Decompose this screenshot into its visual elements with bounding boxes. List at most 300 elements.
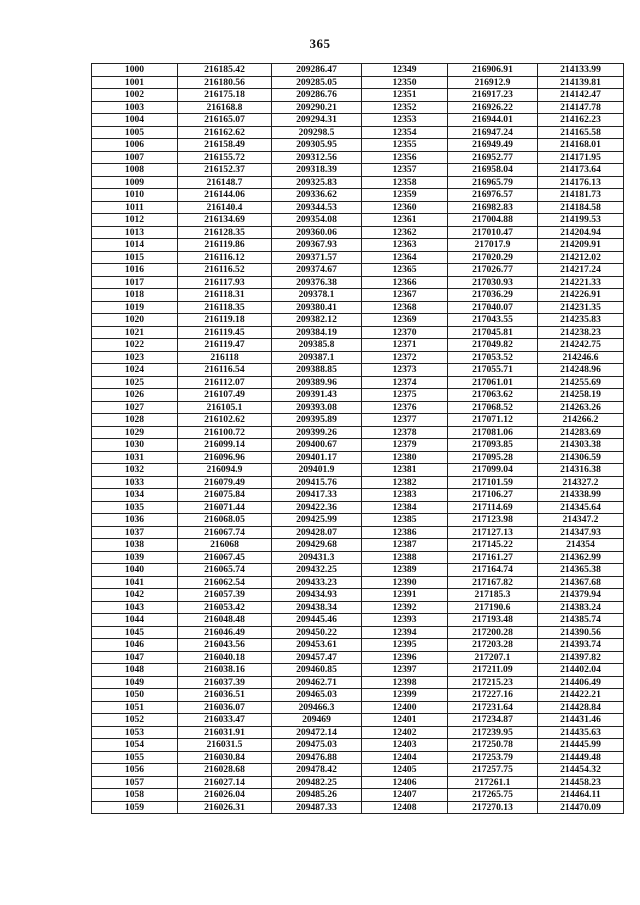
x-coordinate-left-cell: 216026.31 [178,801,272,814]
y-coordinate-right-cell: 214393.74 [538,639,624,652]
y-coordinate-left-cell: 209305.95 [272,139,362,152]
x-coordinate-right-cell: 217068.52 [448,401,538,414]
y-coordinate-left-cell: 209487.33 [272,801,362,814]
x-coordinate-right-cell: 217207.1 [448,651,538,664]
x-coordinate-left-cell: 216068.05 [178,514,272,527]
y-coordinate-left-cell: 209382.12 [272,314,362,327]
x-coordinate-left-cell: 216118.31 [178,289,272,302]
point-number-left-cell: 1031 [92,451,178,464]
point-number-right-cell: 12364 [362,251,448,264]
y-coordinate-left-cell: 209478.42 [272,764,362,777]
point-number-left-cell: 1014 [92,239,178,252]
y-coordinate-left-cell: 209432.25 [272,564,362,577]
y-coordinate-left-cell: 209294.31 [272,114,362,127]
point-number-left-cell: 1027 [92,401,178,414]
point-number-right-cell: 12387 [362,539,448,552]
y-coordinate-right-cell: 214454.32 [538,764,624,777]
y-coordinate-left-cell: 209417.33 [272,489,362,502]
x-coordinate-left-cell: 216128.35 [178,226,272,239]
x-coordinate-right-cell: 217190.6 [448,601,538,614]
y-coordinate-left-cell: 209336.62 [272,189,362,202]
page-number: 365 [309,36,331,51]
x-coordinate-right-cell: 216906.91 [448,64,538,77]
point-number-right-cell: 12383 [362,489,448,502]
x-coordinate-right-cell: 216912.9 [448,76,538,89]
table-row [92,714,624,727]
y-coordinate-right-cell: 214306.59 [538,451,624,464]
point-number-right-cell: 12388 [362,551,448,564]
table-row [92,401,624,414]
y-coordinate-left-cell: 209401.17 [272,451,362,464]
y-coordinate-left-cell: 209434.93 [272,589,362,602]
x-coordinate-left-cell: 216094.9 [178,464,272,477]
point-number-left-cell: 1051 [92,701,178,714]
y-coordinate-left-cell: 209318.39 [272,164,362,177]
point-number-right-cell: 12369 [362,314,448,327]
table-row [92,376,624,389]
x-coordinate-left-cell: 216026.04 [178,789,272,802]
point-number-right-cell: 12353 [362,114,448,127]
x-coordinate-right-cell: 217045.81 [448,326,538,339]
table-row [92,726,624,739]
x-coordinate-right-cell: 217239.95 [448,726,538,739]
point-number-right-cell: 12365 [362,264,448,277]
point-number-left-cell: 1013 [92,226,178,239]
y-coordinate-left-cell: 209285.05 [272,76,362,89]
table-row [92,364,624,377]
table-row [92,601,624,614]
y-coordinate-right-cell: 214383.24 [538,601,624,614]
point-number-right-cell: 12356 [362,151,448,164]
y-coordinate-left-cell: 209286.47 [272,64,362,77]
point-number-left-cell: 1001 [92,76,178,89]
point-number-left-cell: 1053 [92,726,178,739]
y-coordinate-right-cell: 214209.91 [538,239,624,252]
x-coordinate-left-cell: 216168.8 [178,101,272,114]
point-number-left-cell: 1000 [92,64,178,77]
x-coordinate-left-cell: 216165.07 [178,114,272,127]
x-coordinate-right-cell: 217081.06 [448,426,538,439]
y-coordinate-right-cell: 214354 [538,539,624,552]
table-row [92,526,624,539]
y-coordinate-left-cell: 209445.46 [272,614,362,627]
point-number-right-cell: 12389 [362,564,448,577]
y-coordinate-right-cell: 214338.99 [538,489,624,502]
table-row [92,426,624,439]
point-number-left-cell: 1043 [92,601,178,614]
x-coordinate-right-cell: 216965.79 [448,176,538,189]
point-number-left-cell: 1034 [92,489,178,502]
x-coordinate-left-cell: 216030.84 [178,751,272,764]
y-coordinate-left-cell: 209378.1 [272,289,362,302]
x-coordinate-right-cell: 217053.52 [448,351,538,364]
point-number-left-cell: 1046 [92,639,178,652]
table-row [92,489,624,502]
x-coordinate-right-cell: 217227.16 [448,689,538,702]
y-coordinate-left-cell: 209476.88 [272,751,362,764]
y-coordinate-left-cell: 209428.07 [272,526,362,539]
point-number-right-cell: 12371 [362,339,448,352]
point-number-right-cell: 12381 [362,464,448,477]
x-coordinate-left-cell: 216033.47 [178,714,272,727]
y-coordinate-left-cell: 209472.14 [272,726,362,739]
y-coordinate-left-cell: 209391.43 [272,389,362,402]
y-coordinate-right-cell: 214406.49 [538,676,624,689]
table-row [92,439,624,452]
x-coordinate-left-cell: 216118.35 [178,301,272,314]
x-coordinate-right-cell: 217106.27 [448,489,538,502]
x-coordinate-right-cell: 217049.82 [448,339,538,352]
y-coordinate-right-cell: 214385.74 [538,614,624,627]
y-coordinate-right-cell: 214379.94 [538,589,624,602]
point-number-right-cell: 12392 [362,601,448,614]
y-coordinate-left-cell: 209401.9 [272,464,362,477]
point-number-right-cell: 12396 [362,651,448,664]
table-row [92,589,624,602]
x-coordinate-left-cell: 216031.91 [178,726,272,739]
table-row [92,326,624,339]
y-coordinate-left-cell: 209388.85 [272,364,362,377]
point-number-left-cell: 1026 [92,389,178,402]
x-coordinate-left-cell: 216117.93 [178,276,272,289]
y-coordinate-left-cell: 209290.21 [272,101,362,114]
table-row [92,114,624,127]
x-coordinate-right-cell: 217253.79 [448,751,538,764]
y-coordinate-right-cell: 214470.09 [538,801,624,814]
table-row [92,264,624,277]
table-row [92,76,624,89]
x-coordinate-left-cell: 216043.56 [178,639,272,652]
y-coordinate-right-cell: 214449.48 [538,751,624,764]
y-coordinate-left-cell: 209298.5 [272,126,362,139]
point-number-left-cell: 1054 [92,739,178,752]
x-coordinate-right-cell: 217164.74 [448,564,538,577]
y-coordinate-right-cell: 214428.84 [538,701,624,714]
y-coordinate-left-cell: 209469 [272,714,362,727]
point-number-right-cell: 12351 [362,89,448,102]
x-coordinate-right-cell: 217030.93 [448,276,538,289]
y-coordinate-right-cell: 214212.02 [538,251,624,264]
point-number-left-cell: 1012 [92,214,178,227]
point-number-right-cell: 12406 [362,776,448,789]
x-coordinate-left-cell: 216105.1 [178,401,272,414]
y-coordinate-right-cell: 214142.47 [538,89,624,102]
x-coordinate-left-cell: 216119.18 [178,314,272,327]
y-coordinate-right-cell: 214431.46 [538,714,624,727]
y-coordinate-right-cell: 214162.23 [538,114,624,127]
table-row [92,789,624,802]
x-coordinate-left-cell: 216036.07 [178,701,272,714]
x-coordinate-left-cell: 216071.44 [178,501,272,514]
y-coordinate-right-cell: 214242.75 [538,339,624,352]
x-coordinate-left-cell: 216079.49 [178,476,272,489]
x-coordinate-left-cell: 216119.47 [178,339,272,352]
point-number-left-cell: 1015 [92,251,178,264]
point-number-right-cell: 12390 [362,576,448,589]
table-row [92,414,624,427]
y-coordinate-right-cell: 214238.23 [538,326,624,339]
point-number-right-cell: 12401 [362,714,448,727]
point-number-right-cell: 12385 [362,514,448,527]
point-number-left-cell: 1009 [92,176,178,189]
table-row [92,64,624,77]
y-coordinate-left-cell: 209360.06 [272,226,362,239]
y-coordinate-right-cell: 214464.11 [538,789,624,802]
point-number-right-cell: 12374 [362,376,448,389]
point-number-left-cell: 1039 [92,551,178,564]
table-row [92,301,624,314]
x-coordinate-left-cell: 216099.14 [178,439,272,452]
table-row [92,539,624,552]
y-coordinate-right-cell: 214327.2 [538,476,624,489]
x-coordinate-left-cell: 216048.48 [178,614,272,627]
y-coordinate-right-cell: 214263.26 [538,401,624,414]
point-number-left-cell: 1040 [92,564,178,577]
table-row [92,614,624,627]
point-number-left-cell: 1025 [92,376,178,389]
table-row [92,451,624,464]
table-row [92,501,624,514]
y-coordinate-right-cell: 214139.81 [538,76,624,89]
x-coordinate-left-cell: 216144.06 [178,189,272,202]
x-coordinate-right-cell: 217211.09 [448,664,538,677]
point-number-right-cell: 12362 [362,226,448,239]
x-coordinate-right-cell: 217167.82 [448,576,538,589]
point-number-right-cell: 12393 [362,614,448,627]
table-row [92,689,624,702]
point-number-left-cell: 1047 [92,651,178,664]
x-coordinate-left-cell: 216185.42 [178,64,272,77]
point-number-right-cell: 12408 [362,801,448,814]
point-number-left-cell: 1037 [92,526,178,539]
table-row [92,101,624,114]
table-row [92,251,624,264]
x-coordinate-right-cell: 217161.27 [448,551,538,564]
point-number-left-cell: 1048 [92,664,178,677]
x-coordinate-left-cell: 216134.69 [178,214,272,227]
point-number-right-cell: 12366 [362,276,448,289]
x-coordinate-right-cell: 217123.98 [448,514,538,527]
y-coordinate-right-cell: 214248.96 [538,364,624,377]
point-number-left-cell: 1035 [92,501,178,514]
table-row [92,651,624,664]
y-coordinate-right-cell: 214204.94 [538,226,624,239]
table-row [92,464,624,477]
point-number-right-cell: 12407 [362,789,448,802]
y-coordinate-right-cell: 214199.53 [538,214,624,227]
x-coordinate-left-cell: 216075.84 [178,489,272,502]
table-row [92,289,624,302]
x-coordinate-right-cell: 217040.07 [448,301,538,314]
x-coordinate-left-cell: 216100.72 [178,426,272,439]
point-number-right-cell: 12379 [362,439,448,452]
y-coordinate-right-cell: 214221.33 [538,276,624,289]
x-coordinate-right-cell: 217185.3 [448,589,538,602]
x-coordinate-right-cell: 217265.75 [448,789,538,802]
point-number-left-cell: 1017 [92,276,178,289]
point-number-left-cell: 1019 [92,301,178,314]
x-coordinate-right-cell: 216947.24 [448,126,538,139]
y-coordinate-left-cell: 209466.3 [272,701,362,714]
x-coordinate-left-cell: 216155.72 [178,151,272,164]
table-row [92,351,624,364]
point-number-left-cell: 1038 [92,539,178,552]
x-coordinate-left-cell: 216067.45 [178,551,272,564]
point-number-left-cell: 1005 [92,126,178,139]
x-coordinate-left-cell: 216028.68 [178,764,272,777]
point-number-left-cell: 1022 [92,339,178,352]
y-coordinate-right-cell: 214266.2 [538,414,624,427]
y-coordinate-left-cell: 209485.26 [272,789,362,802]
y-coordinate-left-cell: 209286.76 [272,89,362,102]
x-coordinate-left-cell: 216062.54 [178,576,272,589]
x-coordinate-right-cell: 217200.28 [448,626,538,639]
point-number-left-cell: 1033 [92,476,178,489]
x-coordinate-right-cell: 216982.83 [448,201,538,214]
y-coordinate-right-cell: 214458.23 [538,776,624,789]
x-coordinate-left-cell: 216037.39 [178,676,272,689]
y-coordinate-left-cell: 209380.41 [272,301,362,314]
y-coordinate-left-cell: 209425.99 [272,514,362,527]
point-number-left-cell: 1055 [92,751,178,764]
y-coordinate-right-cell: 214258.19 [538,389,624,402]
y-coordinate-right-cell: 214347.93 [538,526,624,539]
x-coordinate-left-cell: 216162.62 [178,126,272,139]
table-row [92,476,624,489]
y-coordinate-left-cell: 209384.19 [272,326,362,339]
y-coordinate-right-cell: 214181.73 [538,189,624,202]
point-number-right-cell: 12373 [362,364,448,377]
x-coordinate-right-cell: 217036.29 [448,289,538,302]
x-coordinate-right-cell: 217101.59 [448,476,538,489]
point-number-left-cell: 1032 [92,464,178,477]
x-coordinate-left-cell: 216158.49 [178,139,272,152]
x-coordinate-right-cell: 217250.78 [448,739,538,752]
x-coordinate-right-cell: 217020.29 [448,251,538,264]
x-coordinate-right-cell: 217055.71 [448,364,538,377]
x-coordinate-left-cell: 216046.49 [178,626,272,639]
point-number-left-cell: 1041 [92,576,178,589]
point-number-left-cell: 1058 [92,789,178,802]
y-coordinate-right-cell: 214217.24 [538,264,624,277]
y-coordinate-left-cell: 209460.85 [272,664,362,677]
table-row [92,189,624,202]
table-row [92,201,624,214]
table-row [92,564,624,577]
x-coordinate-right-cell: 217061.01 [448,376,538,389]
x-coordinate-right-cell: 217261.1 [448,776,538,789]
x-coordinate-right-cell: 217093.85 [448,439,538,452]
point-number-left-cell: 1021 [92,326,178,339]
y-coordinate-right-cell: 214283.69 [538,426,624,439]
point-number-right-cell: 12363 [362,239,448,252]
x-coordinate-left-cell: 216027.14 [178,776,272,789]
x-coordinate-right-cell: 217026.77 [448,264,538,277]
table-row [92,776,624,789]
x-coordinate-left-cell: 216031.5 [178,739,272,752]
y-coordinate-left-cell: 209475.03 [272,739,362,752]
x-coordinate-right-cell: 217099.04 [448,464,538,477]
point-number-right-cell: 12359 [362,189,448,202]
point-number-left-cell: 1016 [92,264,178,277]
y-coordinate-left-cell: 209376.38 [272,276,362,289]
x-coordinate-left-cell: 216116.12 [178,251,272,264]
x-coordinate-right-cell: 216952.77 [448,151,538,164]
x-coordinate-left-cell: 216112.07 [178,376,272,389]
x-coordinate-left-cell: 216107.49 [178,389,272,402]
point-number-left-cell: 1011 [92,201,178,214]
point-number-right-cell: 12361 [362,214,448,227]
y-coordinate-right-cell: 214365.38 [538,564,624,577]
table-row [92,226,624,239]
point-number-right-cell: 12402 [362,726,448,739]
point-number-right-cell: 12400 [362,701,448,714]
point-number-right-cell: 12375 [362,389,448,402]
x-coordinate-left-cell: 216038.16 [178,664,272,677]
point-number-left-cell: 1020 [92,314,178,327]
y-coordinate-right-cell: 214316.38 [538,464,624,477]
x-coordinate-left-cell: 216096.96 [178,451,272,464]
y-coordinate-right-cell: 214246.6 [538,351,624,364]
point-number-right-cell: 12398 [362,676,448,689]
y-coordinate-right-cell: 214422.21 [538,689,624,702]
y-coordinate-right-cell: 214347.2 [538,514,624,527]
point-number-left-cell: 1042 [92,589,178,602]
table-row [92,176,624,189]
y-coordinate-right-cell: 214184.58 [538,201,624,214]
y-coordinate-left-cell: 209395.89 [272,414,362,427]
y-coordinate-left-cell: 209371.57 [272,251,362,264]
point-number-right-cell: 12380 [362,451,448,464]
table-row [92,676,624,689]
y-coordinate-left-cell: 209431.3 [272,551,362,564]
y-coordinate-right-cell: 214171.95 [538,151,624,164]
table-row [92,801,624,814]
point-number-right-cell: 12404 [362,751,448,764]
x-coordinate-right-cell: 217043.55 [448,314,538,327]
y-coordinate-left-cell: 209433.23 [272,576,362,589]
y-coordinate-left-cell: 209374.67 [272,264,362,277]
coordinates-table [91,63,624,814]
x-coordinate-left-cell: 216057.39 [178,589,272,602]
x-coordinate-left-cell: 216118 [178,351,272,364]
point-number-left-cell: 1050 [92,689,178,702]
x-coordinate-left-cell: 216116.54 [178,364,272,377]
x-coordinate-right-cell: 217114.69 [448,501,538,514]
point-number-right-cell: 12405 [362,764,448,777]
table-row [92,214,624,227]
point-number-right-cell: 12384 [362,501,448,514]
point-number-left-cell: 1030 [92,439,178,452]
point-number-right-cell: 12370 [362,326,448,339]
y-coordinate-left-cell: 209389.96 [272,376,362,389]
y-coordinate-left-cell: 209482.25 [272,776,362,789]
table-row [92,339,624,352]
x-coordinate-left-cell: 216148.7 [178,176,272,189]
y-coordinate-left-cell: 209344.53 [272,201,362,214]
x-coordinate-left-cell: 216067.74 [178,526,272,539]
point-number-left-cell: 1028 [92,414,178,427]
x-coordinate-right-cell: 217231.64 [448,701,538,714]
x-coordinate-right-cell: 216976.57 [448,189,538,202]
y-coordinate-right-cell: 214226.91 [538,289,624,302]
point-number-right-cell: 12386 [362,526,448,539]
point-number-left-cell: 1007 [92,151,178,164]
point-number-right-cell: 12352 [362,101,448,114]
point-number-right-cell: 12360 [362,201,448,214]
y-coordinate-left-cell: 209438.34 [272,601,362,614]
y-coordinate-right-cell: 214435.63 [538,726,624,739]
